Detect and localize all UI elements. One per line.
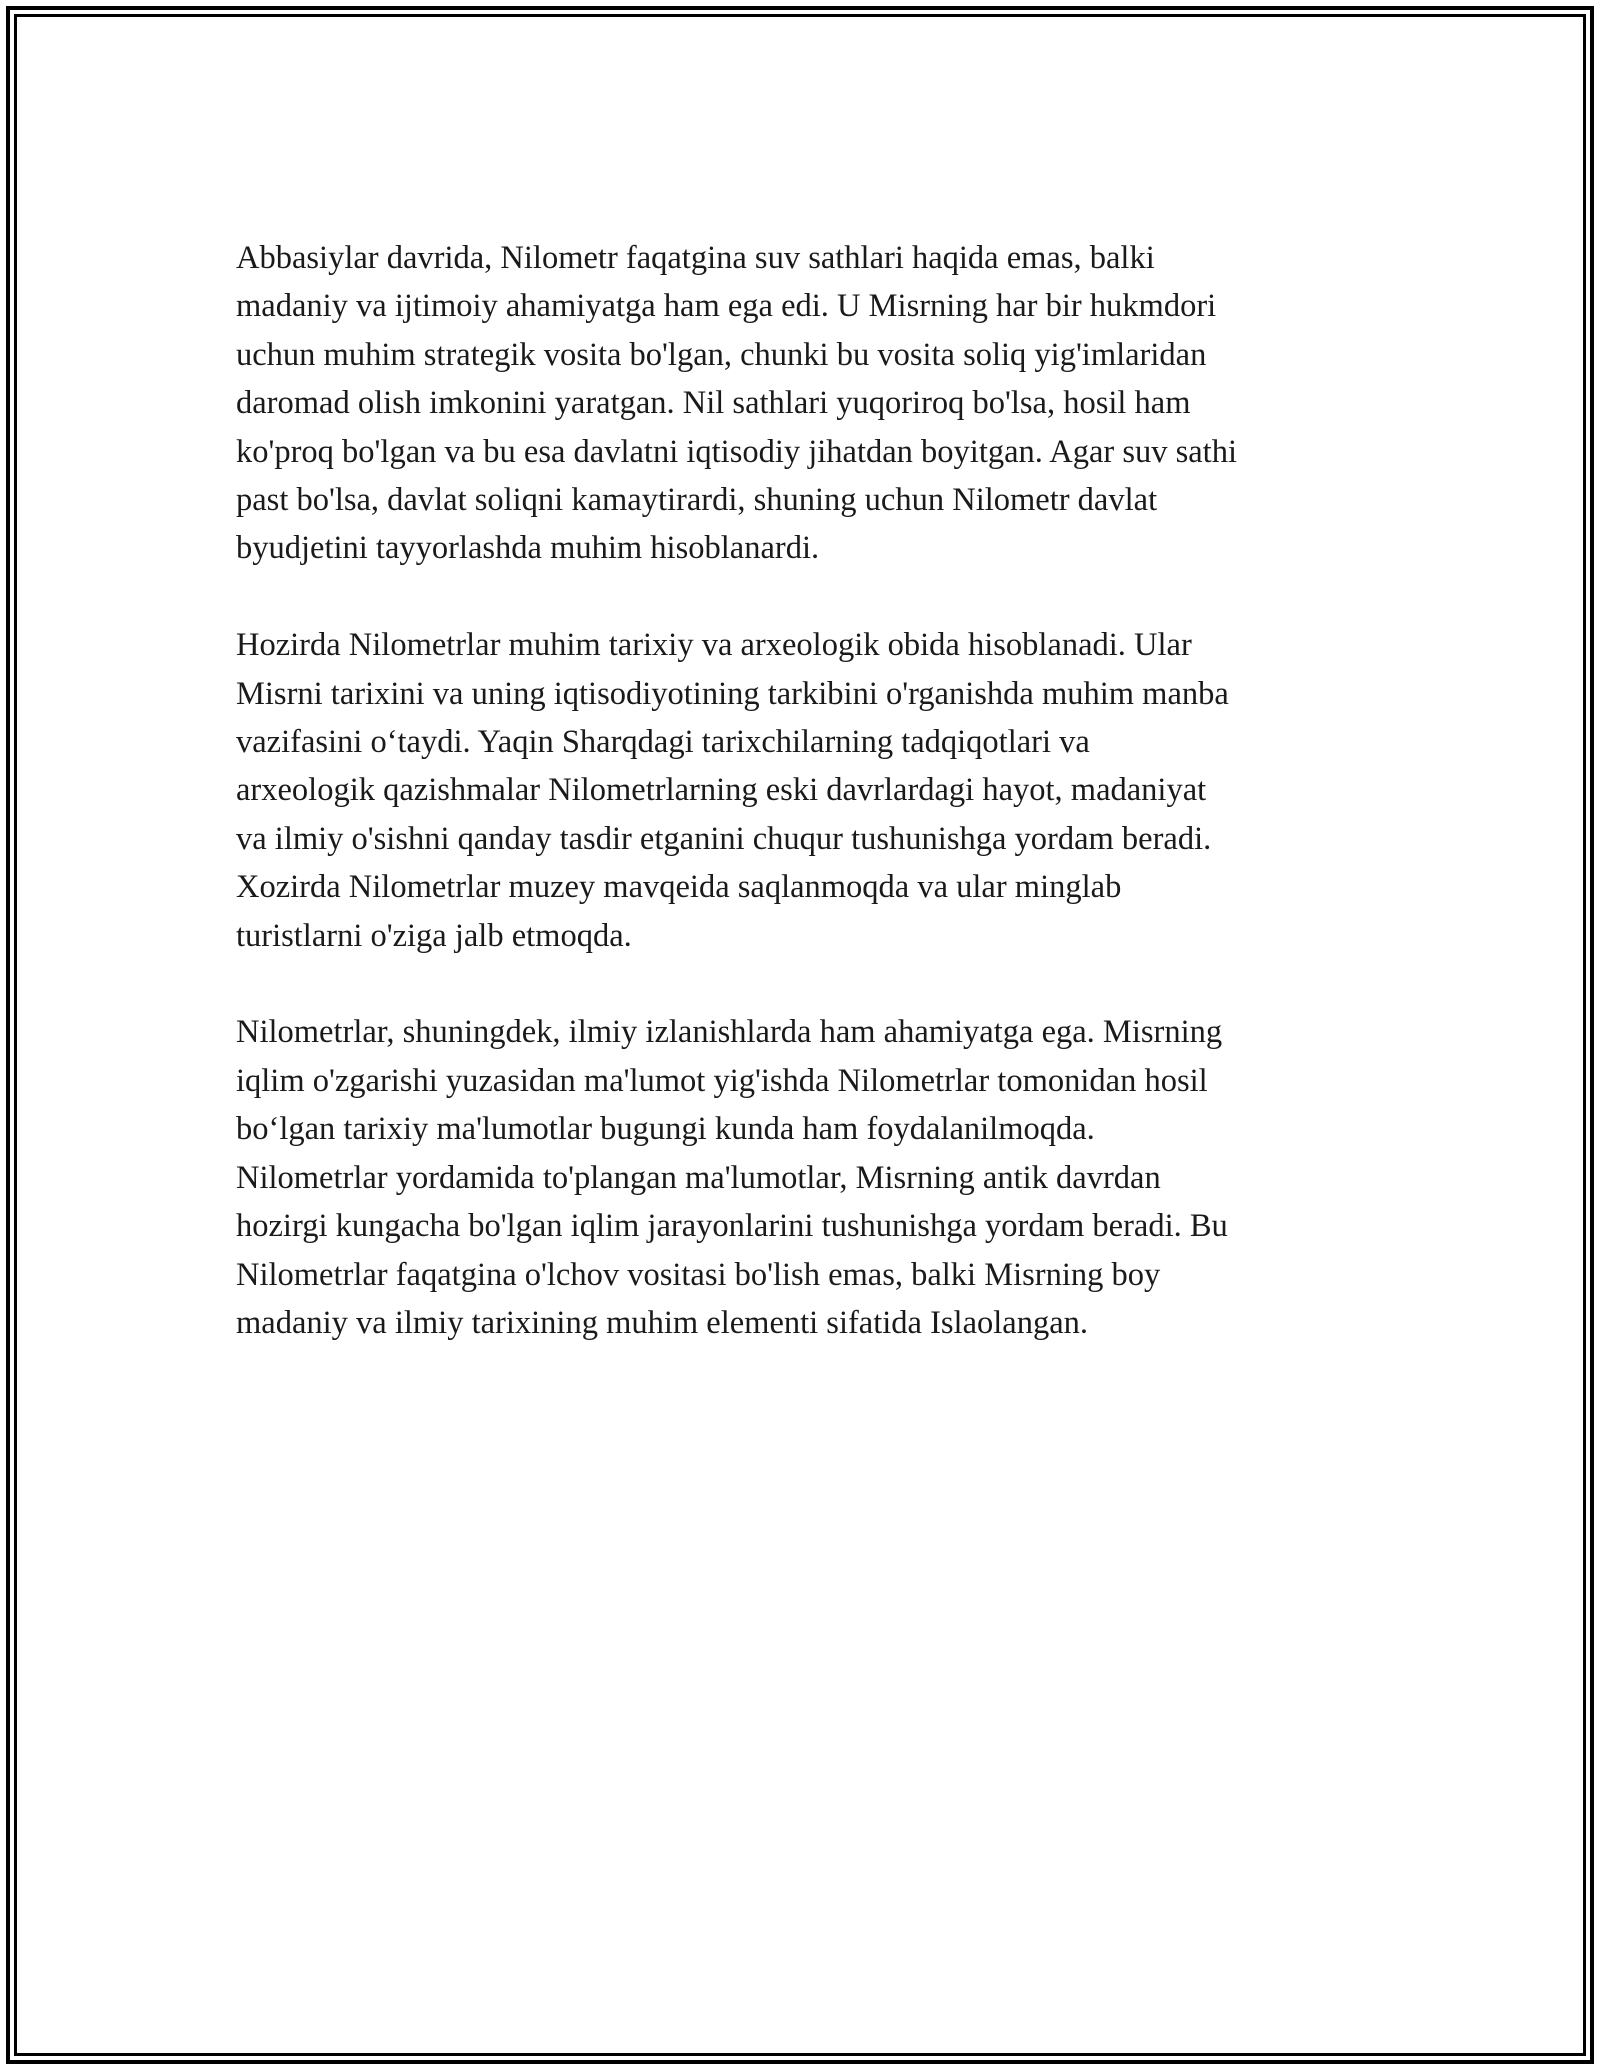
- text-line: madaniy va ijtimoiy ahamiyatga ham ega edi. U Misrning har bir hukmdori: [236, 288, 1217, 325]
- text-line: Xozirda Nilometrlar muzey mavqeida saqlanmoqda va ular minglab: [236, 869, 1122, 906]
- paragraph-2: [236, 621, 1386, 960]
- paragraph-1: [236, 234, 1386, 573]
- text-line: Nilometrlar faqatgina o'lchov vositasi bo'lish emas, balki Misrning boy: [236, 1256, 1161, 1293]
- text-line: Hozirda Nilometrlar muhim tarixiy va arxeologik obida hisoblanadi. Ular: [236, 627, 1192, 664]
- text-line: byudjetini tayyorlashda muhim hisoblanardi.: [236, 530, 820, 567]
- text-line: Nilometrlar, shuningdek, ilmiy izlanishlarda ham ahamiyatga ega. Misrning: [236, 1014, 1223, 1051]
- text-line: Nilometrlar yordamida to'plangan ma'lumotlar, Misrning antik davrdan: [236, 1159, 1161, 1196]
- text-line: Misrni tarixini va uning iqtisodiyotining tarkibini o'rganishda muhim manba: [236, 675, 1229, 712]
- text-line: daromad olish imkonini yaratgan. Nil sathlari yuqoriroq bo'lsa, hosil ham: [236, 385, 1191, 422]
- text-line: hozirgi kungacha bo'lgan iqlim jarayonlarini tushunishga yordam beradi. Bu: [236, 1208, 1228, 1245]
- text-line: turistlarni o'ziga jalb etmoqda.: [236, 917, 632, 954]
- text-line: madaniy va ilmiy tarixining muhim elementi sifatida Islaolangan.: [236, 1304, 1089, 1341]
- paragraph-3: [236, 1008, 1386, 1347]
- text-line: ko'proq bo'lgan va bu esa davlatni iqtisodiy jihatdan boyitgan. Agar suv sathi: [236, 433, 1237, 470]
- text-line: va ilmiy o'sishni qanday tasdir etganini chuqur tushunishga yordam beradi.: [236, 820, 1212, 857]
- text-line: uchun muhim strategik vosita bo'lgan, chunki bu vosita soliq yig'imlaridan: [236, 336, 1207, 373]
- text-line: bo‘lgan tarixiy ma'lumotlar bugungi kunda ham foydalanilmoqda.: [236, 1111, 1095, 1148]
- text-line: iqlim o'zgarishi yuzasidan ma'lumot yig'ishda Nilometrlar tomonidan hosil: [236, 1062, 1208, 1099]
- document-body: [236, 234, 1386, 1396]
- text-line: arxeologik qazishmalar Nilometrlarning eski davrlardagi hayot, madaniyat: [236, 772, 1207, 809]
- text-line: Abbasiylar davrida, Nilometr faqatgina suv sathlari haqida emas, balki: [236, 240, 1155, 276]
- text-line: past bo'lsa, davlat soliqni kamaytirardi, shuning uchun Nilometr davlat: [236, 482, 1158, 519]
- text-line: vazifasini o‘taydi. Yaqin Sharqdagi tarixchilarning tadqiqotlari va: [236, 724, 1090, 761]
